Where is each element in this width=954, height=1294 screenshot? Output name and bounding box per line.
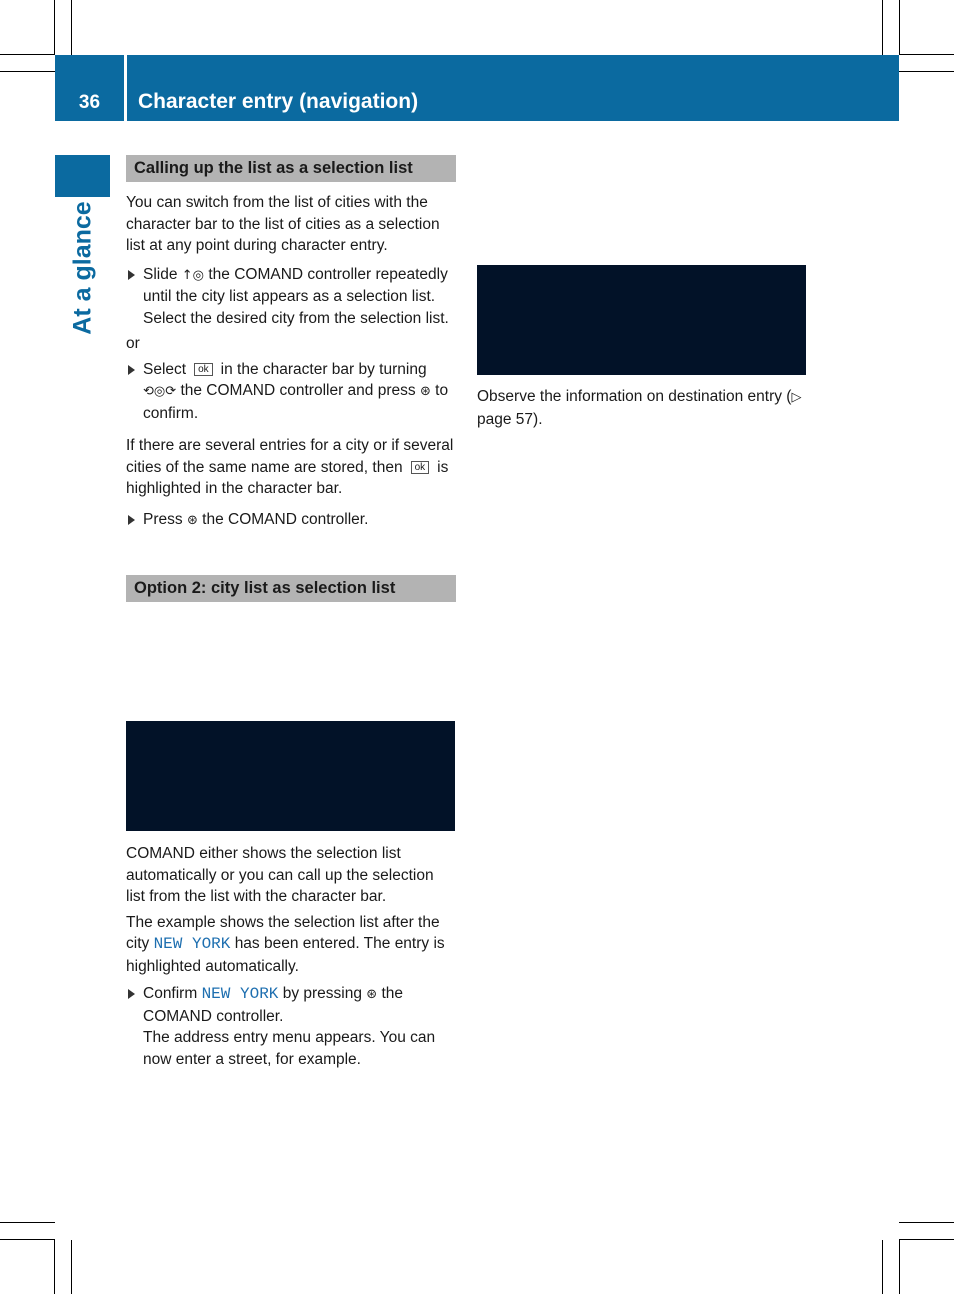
turn-controller-icon: ⟲◎⟳ bbox=[143, 384, 177, 399]
side-tab-block bbox=[55, 155, 110, 197]
crop-mark bbox=[0, 71, 55, 72]
section-heading-option2: Option 2: city list as selection list bbox=[126, 575, 456, 602]
crop-mark bbox=[54, 1240, 55, 1294]
ok-key-icon: ok bbox=[194, 363, 213, 376]
header-divider bbox=[124, 55, 127, 121]
city-name: NEW YORK bbox=[201, 985, 279, 1003]
section-heading-selection-list: Calling up the list as a selection list bbox=[126, 155, 456, 182]
press-controller-icon: ⊛ bbox=[419, 384, 431, 399]
or-label: or bbox=[126, 335, 140, 352]
crop-mark bbox=[899, 1239, 954, 1240]
screen-illustration-selection-list bbox=[126, 721, 455, 831]
step-press: Press ⊛ the COMAND controller. bbox=[126, 509, 456, 532]
option2-paragraph: COMAND either shows the selection list automatically or you can call up the selection list from the list with the character bar. bbox=[126, 845, 434, 905]
crop-mark bbox=[899, 1240, 900, 1294]
page-reference-link[interactable]: page 57). bbox=[477, 410, 543, 428]
intro-paragraph: You can switch from the list of cities with the character bar to the list of cities as a selection list at any point during character entry. bbox=[126, 194, 440, 254]
ok-key-icon: ok bbox=[411, 461, 430, 474]
screen-illustration-destination bbox=[477, 265, 806, 375]
crop-mark bbox=[899, 54, 954, 55]
crop-mark bbox=[882, 0, 883, 55]
page-number: 36 bbox=[78, 92, 101, 113]
crop-mark bbox=[899, 71, 954, 72]
crop-mark bbox=[0, 1239, 55, 1240]
page-title: Character entry (navigation) bbox=[138, 90, 419, 113]
crop-mark bbox=[882, 1240, 883, 1294]
right-column bbox=[477, 265, 807, 430]
page-ref-arrow-icon: ▷ bbox=[791, 390, 802, 405]
left-column bbox=[126, 155, 456, 1070]
crop-mark bbox=[899, 1222, 954, 1223]
step-slide: Slide ↑◎ the COMAND controller repeatedly until the city list appears as a selection list. Select the desired city from the selection list. bbox=[126, 264, 456, 330]
crop-mark bbox=[899, 0, 900, 55]
side-tab-label: At a glance bbox=[68, 201, 97, 335]
destination-info-paragraph: Observe the information on destination entry (▷ page 57). bbox=[477, 388, 802, 428]
example-paragraph: The example shows the selection list after the city NEW YORK has been entered. The entry is highlighted automatically. bbox=[126, 913, 445, 975]
step-confirm-city: Confirm NEW YORK by pressing ⊛ the COMAND controller. The address entry menu appears. You can now enter a street, for example. bbox=[126, 983, 456, 1070]
step-confirm-sub: The address entry menu appears. You can now enter a street, for example. bbox=[143, 1029, 436, 1068]
crop-mark bbox=[0, 1222, 55, 1223]
press-controller-icon: ⊛ bbox=[366, 987, 378, 1002]
several-entries-paragraph: If there are several entries for a city or if several cities of the same name are stored, then ok is highlighted in the character bar. bbox=[126, 437, 454, 497]
crop-mark bbox=[71, 1240, 72, 1294]
crop-mark bbox=[54, 0, 55, 55]
slide-up-controller-icon: ↑◎ bbox=[181, 267, 205, 283]
step-select-ok: Select ok in the character bar by turning ⟲◎⟳ the COMAND controller and press ⊛ to confirm. bbox=[126, 359, 456, 425]
press-controller-icon: ⊛ bbox=[186, 512, 198, 528]
crop-mark bbox=[0, 54, 55, 55]
crop-mark bbox=[71, 0, 72, 55]
step-slide-sub: Select the desired city from the selection list. bbox=[143, 309, 449, 327]
city-name: NEW YORK bbox=[153, 935, 231, 953]
